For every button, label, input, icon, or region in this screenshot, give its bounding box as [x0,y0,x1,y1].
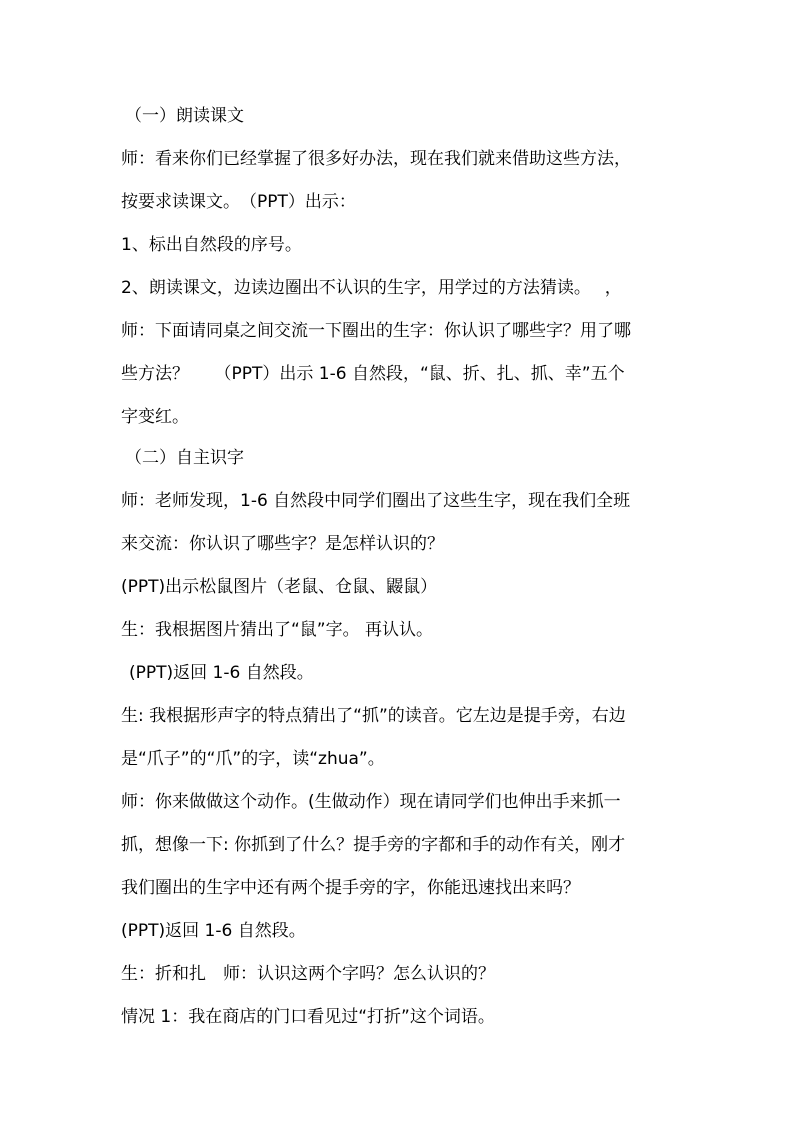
section-heading-reading: （一）朗读课文 [125,106,244,126]
paragraph-line: 师：看来你们已经掌握了很多好办法，现在我们就来借助这些方法， [121,149,631,169]
section-heading-self-study: （二）自主识字 [125,448,244,468]
paragraph-line: 师：下面请同桌之间交流一下圈出的生字：你认识了哪些字？用了哪 [121,321,631,341]
paragraph-line: 是“爪子”的“爪”的字，读“zhua”。 [121,749,385,769]
paragraph-line: 2、朗读课文，边读边圈出不认识的生字，用学过的方法猜读。 ， [121,278,622,298]
paragraph-line: 师：你来做做这个动作。(生做动作）现在请同学们也伸出手来抓一 [121,792,621,812]
paragraph-line: 我们圈出的生字中还有两个提手旁的字，你能迅速找出来吗？ [121,878,580,898]
paragraph-line: (PPT)返回 1-6 自然段。 [121,921,306,941]
paragraph-line: 些方法？ （PPT）出示 1-6 自然段，“鼠、折、扎、抓、幸”五个 [121,364,625,384]
paragraph-line: 生：折和扎 师：认识这两个字吗？怎么认识的？ [121,964,495,984]
paragraph-line: 来交流：你认识了哪些字？是怎样认识的？ [121,534,444,554]
paragraph-line: (PPT)出示松鼠图片（老鼠、仓鼠、鼹鼠） [121,577,438,597]
paragraph-line: 字变红。 [121,407,189,427]
paragraph-line: 按要求读课文。 （PPT）出示： [121,192,356,212]
paragraph-line: 情况 1：我在商店的门口看见过“打折”这个词语。 [121,1007,495,1027]
paragraph-line: 师：老师发现，1-6 自然段中同学们圈出了这些生字，现在我们全班 [121,491,631,511]
paragraph-line: 抓，想像一下: 你抓到了什么？提手旁的字都和手的动作有关，刚才 [121,835,626,855]
paragraph-line: (PPT)返回 1-6 自然段。 [129,663,314,683]
paragraph-line: 生: 我根据形声字的特点猜出了“抓”的读音。它左边是提手旁，右边 [121,706,626,726]
paragraph-line: 生：我根据图片猜出了“鼠”字。 再认认。 [121,620,434,640]
paragraph-line: 1、标出自然段的序号。 [121,235,302,255]
